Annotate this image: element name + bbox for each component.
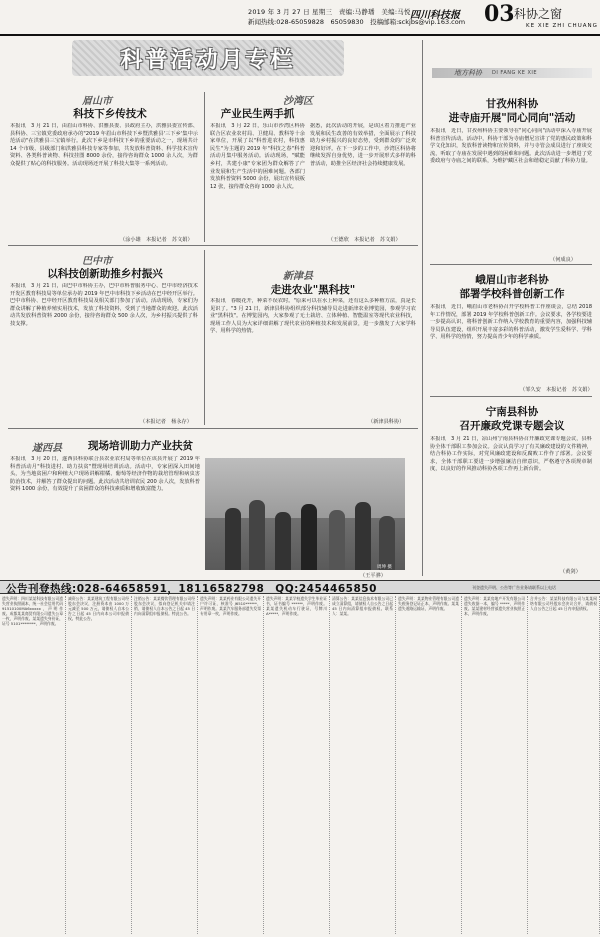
column-divider (204, 250, 205, 425)
ad-notice-text: 刊登遗失声明、公告等广告业务请联系以上电话 (472, 585, 556, 590)
article-title-ningbin-1: 宁南县科协 (485, 406, 539, 418)
article-title-emeishan-1: 峨眉山市老科协 (475, 274, 549, 286)
local-association-header (432, 68, 592, 78)
masthead-rule (0, 34, 600, 36)
column-divider (422, 40, 423, 576)
article-body-ningbin: 本报讯 3 月 21 日，凉山州宁南县科协召开廉政党课专题会议，县科协全体干部职工参加会议。会议认真学习了有关廉政建设的文件精神，结合科协工作实际，对党风廉政建设和反腐败工作作了部署。会议要求，全体干部职工要进一步增强廉洁自律意识，严格遵守各项规章制度，以良好的作风推动科协各项工作再上新台阶。 (430, 436, 592, 473)
article-title-suixi: 现场培训助力产业扶贫 (88, 440, 193, 452)
article-credit-ganzi: （何成良） (550, 257, 576, 263)
region-suixi: 遂西县 (32, 443, 62, 454)
article-body-shawan-cont: 据悉，此次活动的开展，是该区着力推进产业发展和民生改善的有效举措，全面展示了科技助力乡村振兴的良好态势，受到群众的广泛欢迎和好评。在下一步的工作中，沙湾区科协将继续发挥自身优势，进一步开展形式多样的科普活动，助推全区经济社会持续健康发展。 (310, 123, 416, 167)
news-photo (205, 458, 405, 570)
article-title-shawan: 产业民生两手抓 (220, 108, 295, 120)
article-credit-bazhong: （本报记者 杨永存） (140, 419, 192, 425)
region-bazhong: 巴中市 (82, 256, 112, 267)
article-title-ganzi-1: 甘孜州科协 (485, 98, 539, 110)
date-line: 2019 年 3 月 27 日 星期三 责编:马静璠 美编:马悦 (248, 8, 411, 16)
classified-column: 遗失声明：四川某某科技有限公司遗失营业执照副本，统一社会信用代码 91510100MA6xxxxx，声明作废。成都某某商贸有限公司遗失公章一枚，声明作废。某某遗失身份证，证号 5101********，声明作废。 (0, 596, 66, 934)
classified-column: 注销公告：某某餐饮管理有限公司经股东会决议，拟向登记机关申请注销，请债权人自本公告之日起 45 日内向清算组申报债权。特此公告。 (132, 596, 198, 934)
local-association-pinyin: DI FANG KE XIE (492, 70, 538, 76)
row-divider (430, 396, 592, 397)
classified-column: 遗失声明：某某房地产开发有限公司遗失收据一本，编号 *****，声明作废。某某建材经营部遗失营业执照正本，声明作废。 (462, 596, 528, 934)
region-meishan: 眉山市 (82, 96, 112, 107)
article-title-emeishan-2: 部署学校科普创新工作 (459, 288, 565, 300)
article-credit-xinjin: （新津县科协） (368, 419, 405, 425)
article-credit-meishan: （涂小雄 本报记者 苏文娟） (120, 237, 193, 243)
paper-name: 四川科技报 (410, 10, 460, 21)
contact-line: 新闻热线:028-65059828 65059830 投稿邮箱:sckjbs@vip.163.com (248, 18, 466, 26)
article-title-xinjin: 走进农业"黑科技" (270, 284, 356, 296)
classified-column: 合并公告：某某科技有限公司与某某网络有限公司经股东会决议合并，请债权人自公告之日起 45 日内申报债权。 (528, 596, 600, 934)
article-body-meishan: 本报讯 3 月 21 日，由眉山市科协、洪雅县委、县政府主办，洪雅县委宣传部、县科协、三宝镇党委政府承办的"2019 年眉山市科技下乡暨洪雅县'三下乡'集中示范活动"在洪雅县三宝镇举行。此次下乡是市科技下乡的重要活动之一，现场共计 14 个市级、县级部门和洪雅县科技专家等参加，共发放科普资料、科学技术宣传资料、各类科普读物、科技挂图 8000 余份，接待咨询群众 1000 余人次，为群众提供了贴心的科技服务。活动现场还开展了科技大集等一系列活动。 (10, 123, 198, 167)
classified-column: 减资公告：某某建筑工程有限公司经股东会决议，注册资本由 1000 万元减至 500 万元，请债权人自本公告之日起 45 日内向本公司申报债权。特此公告。 (66, 596, 132, 934)
classified-ads (0, 596, 600, 937)
classified-column: 遗失声明：某某学校遗失学生毕业证书，证书编号 ******，声明作废。某某遗失机动车行驶证，号牌川 A*****，声明作废。 (264, 596, 330, 934)
article-title-ganzi-2: 进寺庙开展"同心同向"活动 (448, 112, 576, 124)
article-title-ningbin-2: 召开廉政党课专题会议 (459, 420, 565, 432)
article-body-xinjin: 本报讯 春暖花开，种菜不误农时。"原来可以在水上种菜，还有这么多种植方法，真是长见识了。"3 月 21 日，新津县科协组织部分科技辅导员走进新津农业博览园，参观学习农业"黑科技"。在博览园内，大家参观了无土栽培、立体种植、智能温室等现代农业科技，现场工作人员为大家详细讲解了现代农业的种植技术和发展前景，进一步激发了大家学科学、用科学的热情。 (210, 298, 416, 335)
classified-column: 遗失声明：某某物业管理有限公司遗失税务登记证正本，声明作废。某某遗失道路运输证，声明作废。 (396, 596, 462, 934)
row-divider (8, 428, 418, 429)
ad-hotline-text: 公告刊登热线:028-64658591，18116582798 QQ:2454465850 (6, 583, 377, 595)
article-body-ganzi: 本报讯 近日，甘孜州科协主要领导在"同心同向"活动中深入寺庙开展科普宣传活动。活动中，科协干部为寺庙僧尼宣讲了党的惠民政策和科学文化知识，发放科普读物和宣传资料，并与寺管会成员进行了座谈交流，听取了寺庙在发展中遇到的困难和问题。此次活动进一步增进了党委政府与寺庙之间的联系，为维护藏区社会和谐稳定贡献了科协力量。 (430, 128, 592, 165)
row-divider (430, 264, 592, 265)
photo-credit: 周坤 摄 (377, 565, 392, 570)
article-credit-ningbin: （黄剑） (560, 569, 581, 575)
section-pinyin: KE XIE ZHI CHUANG (526, 23, 598, 29)
masthead (0, 0, 600, 36)
banner-title: 科普活动月专栏 (120, 47, 296, 73)
row-divider (8, 245, 418, 246)
article-body-suixi: 本报讯 3 月 20 日，遂西县科协联合县农业农村局等单位在该县开展了 2019 年科普活动月"科技进村、助力扶贫"暨现场培训活动。活动中，专家团深入田间地头，为当地贫困户和种植大户现场讲解柑橘、葡萄等经济作物的栽培管理和病虫害防治技术，并解答了群众提出的问题。此次活动共培训农民 200 余人次，发放科普资料 1000 余份，有效提升了贫困群众的科技素质和增收致富能力。 (10, 456, 200, 493)
section-title: 科协之窗 (514, 7, 563, 21)
article-body-bazhong: 本报讯 3 月 21 日，由巴中市科协主办，巴中市科普服务中心、巴中市经济技术开发区教育科技局等单位承办的 2019 年巴中市科技下乡活动在巴中经开区举行。巴中市科协、巴中经开区教育科技局及相关部门参加了活动。活动现场，专家们为群众讲解了种植养殖实用技术，发放了科技资料，受到了当地群众的欢迎。此次活动共发放科普资料 2000 余份，接待咨询群众 500 余人次，为乡村振兴提供了科技支撑。 (10, 283, 198, 327)
article-credit-suixi: （王平骅） (360, 573, 386, 579)
article-title-bazhong: 以科技创新助推乡村振兴 (47, 268, 163, 280)
article-credit-emeishan: （邹久安 本报记者 苏文娟） (520, 387, 593, 393)
article-title-meishan: 科技下乡传技术 (73, 108, 147, 120)
region-xinjin: 新津县 (283, 271, 313, 282)
local-association-label: 地方科协 (454, 69, 482, 77)
region-shawan: 沙湾区 (283, 96, 313, 107)
classified-column: 清算公告：某某信息技术有限公司已成立清算组，请债权人自公告之日起 45 日内向清算组申报债权。联系人：某某。 (330, 596, 396, 934)
ad-hotline-bar (0, 580, 600, 594)
column-banner (72, 40, 344, 76)
page-number: 03 (484, 1, 515, 27)
article-credit-shawan: （王德欣 本报记者 苏文娟） (328, 237, 401, 243)
article-body-shawan: 本报讯 3 月 22 日，乐山市沙湾区科协联合区农业农村局、卫健局、教科等十余家单位，开展了以"科普进农村，科技惠民生"为主题的 2019 年"科技之春"科普活动月集中服务活动。活动现场，"赋能乡村，共建小康"专家团为群众解答了产业发展和生产生活中的困难问题。各部门发放科普资料 5000 余份，展出宣传展板 12 张，接待群众咨询 1000 余人次。 (210, 123, 305, 190)
classified-column: 遗失声明：某某药业有限公司遗失开户许可证，核准号 J6510******，声明作废。某某汽车服务部遗失发票专用章一枚，声明作废。 (198, 596, 264, 934)
column-divider (204, 92, 205, 242)
article-body-emeishan: 本报讯 近日，峨眉山市老科协召开学校科普工作座谈会，总结 2018 年工作情况，部署 2019 年学校科普创新工作。会议要求，各学校要进一步提高认识，将科普创新工作纳入学校教育的重要内容，加强科技辅导员队伍建设，组织开展丰富多彩的科普活动，激发学生爱科学、学科学、用科学的热情，努力提高青少年的科学素质。 (430, 304, 592, 341)
